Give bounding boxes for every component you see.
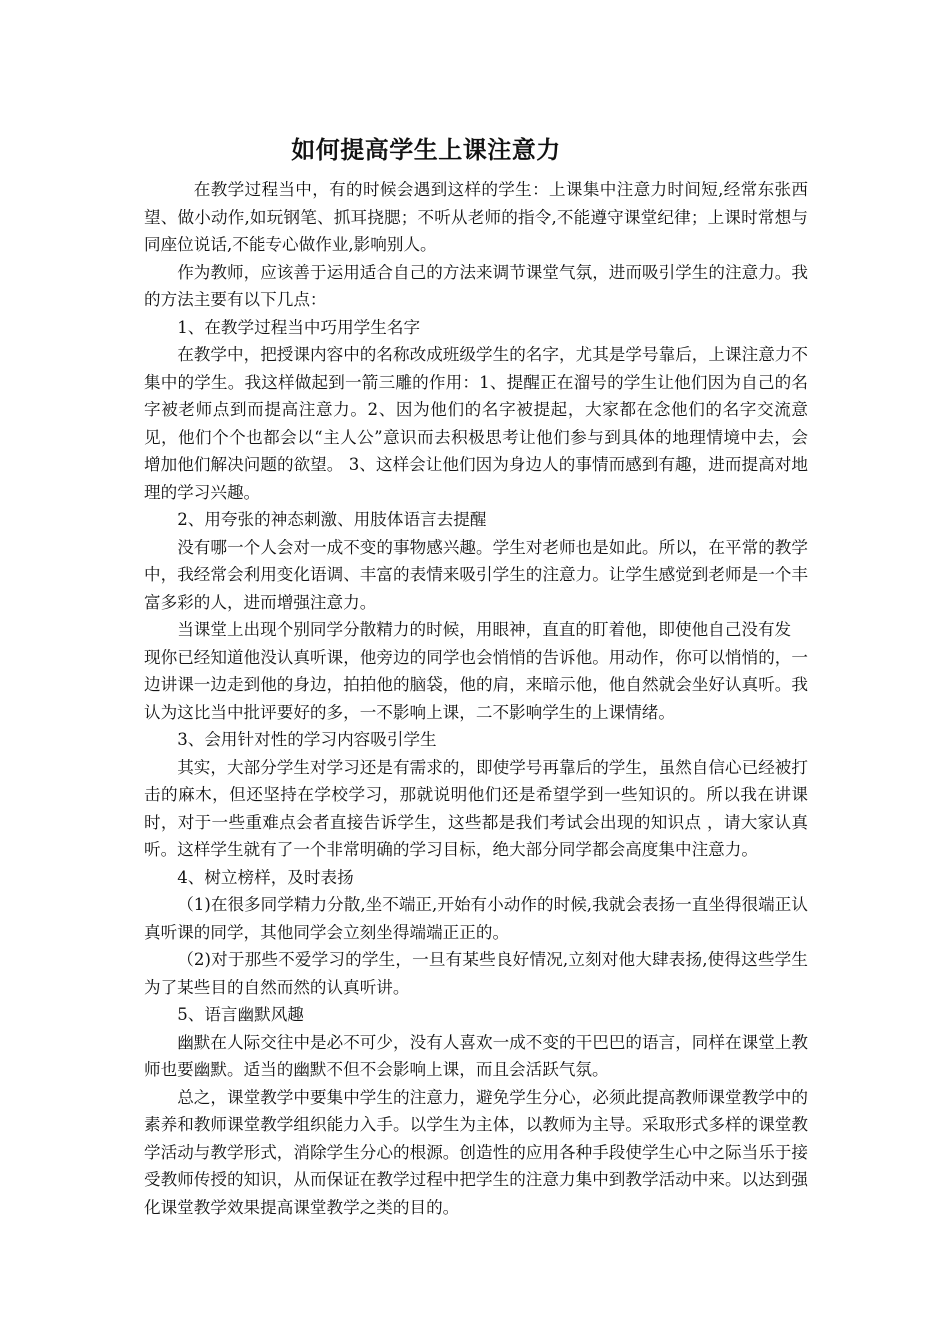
paragraph: 当课堂上出现个别同学分散精力的时候，用眼神，直直的盯着他，即使他自己没有发: [177, 620, 792, 639]
paragraph-conclusion: 总之，课堂教学中要集中学生的注意力，避免学生分心，必须此提高教师课堂教学中的素养和教师课堂教学组织能力入手。以学生为主体，以教师为主导。采取形式多样的课堂教学活动与教学形式，消除学生分心的根源。创造性的应用各种手段使学生心中之际当乐于接受教师传授的知识，从而保证在教学过程中把学生的注意力集中到教学活动中来。以达到强化课堂教学效果提高课堂教学之类的目的。: [144, 1087, 808, 1217]
section-heading-2: 2、用夸张的神态刺激、用肢体语言去提醒: [177, 510, 487, 529]
section-heading-5: 5、语言幽默风趣: [177, 1005, 304, 1024]
document-body: [144, 176, 808, 1221]
section-heading-3: 3、会用针对性的学习内容吸引学生: [177, 730, 437, 749]
section-heading-4: 4、树立榜样，及时表扬: [177, 867, 354, 887]
paragraph: 其实，大部分学生对学习还是有需求的，即使学号再靠后的学生，虽然自信心已经被打击的麻木，但还坚持在学校学习，那就说明他们还是希望学到一些知识的。所以我在讲课时，对于一些重难点会者直接告诉学生，这些都是我们考试会出现的知识点 ，请大家认真听。这样学生就有了一个非常明确的学习目标，绝大部分同学都会高度集中注意力。: [144, 757, 808, 859]
section-heading-1: 1、在教学过程当中巧用学生名字: [177, 317, 421, 337]
paragraph: 没有哪一个人会对一成不变的事物感兴趣。学生对老师也是如此。所以，在平常的教学中，我经常会利用变化语调、丰富的表情来吸引学生的注意力。让学生感觉到老师是一个丰富多彩的人，进而增强注意力。: [144, 537, 808, 612]
paragraph-methods-intro: 作为教师，应该善于运用适合自己的方法来调节课堂气氛，进而吸引学生的注意力。我的方法主要有以下几点：: [144, 262, 808, 309]
document-title: 如何提高学生上课注意力: [291, 136, 561, 164]
paragraph: （2)对于那些不爱学习的学生，一旦有某些良好情况,立刻对他大肆表扬,使得这些学生为了某些目的自然而然的认真听讲。: [144, 950, 808, 997]
paragraph: 幽默在人际交往中是必不可少，没有人喜欢一成不变的干巴巴的语言，同样在课堂上教师也要幽默。适当的幽默不但不会影响上课，而且会活跃气氛。: [144, 1032, 808, 1079]
paragraph-continued: 现你已经知道他没认真听课，他旁边的同学也会悄悄的告诉他。用动作，你可以悄悄的，一边讲课一边走到他的身边，拍拍他的脑袋，他的肩，来暗示他，他自然就会坐好认真听。我认为这比当中批评要好的多，一不影响上课，二不影响学生的上课情绪。: [144, 647, 808, 722]
paragraph-intro: 在教学过程当中，有的时候会遇到这样的学生：上课集中注意力时间短,经常东张西望、做小动作,如玩钢笔、抓耳挠腮；不听从老师的指令,不能遵守课堂纪律；上课时常想与同座位说话,不能专心做作业,影响别人。: [144, 180, 808, 254]
paragraph: （1)在很多同学精力分散,坐不端正,开始有小动作的时候,我就会表扬一直坐得很端正认真听课的同学，其他同学会立刻坐得端端正正的。: [144, 895, 808, 942]
paragraph: 在教学中，把授课内容中的名称改成班级学生的名字，尤其是学号靠后，上课注意力不集中的学生。我这样做起到一箭三雕的作用：1、提醒正在溜号的学生让他们因为自己的名字被老师点到而提高注意力。2、因为他们的名字被提起，大家都在念他们的名字交流意见，他们个个也都会以“主人公”意识而去积极思考让他们参与到具体的地理情境中去，会增加他们解决问题的欲望。 3、这样会让他们因为身边人的事情而感到有趣，进而提高对地理的学习兴趣。: [144, 345, 808, 502]
